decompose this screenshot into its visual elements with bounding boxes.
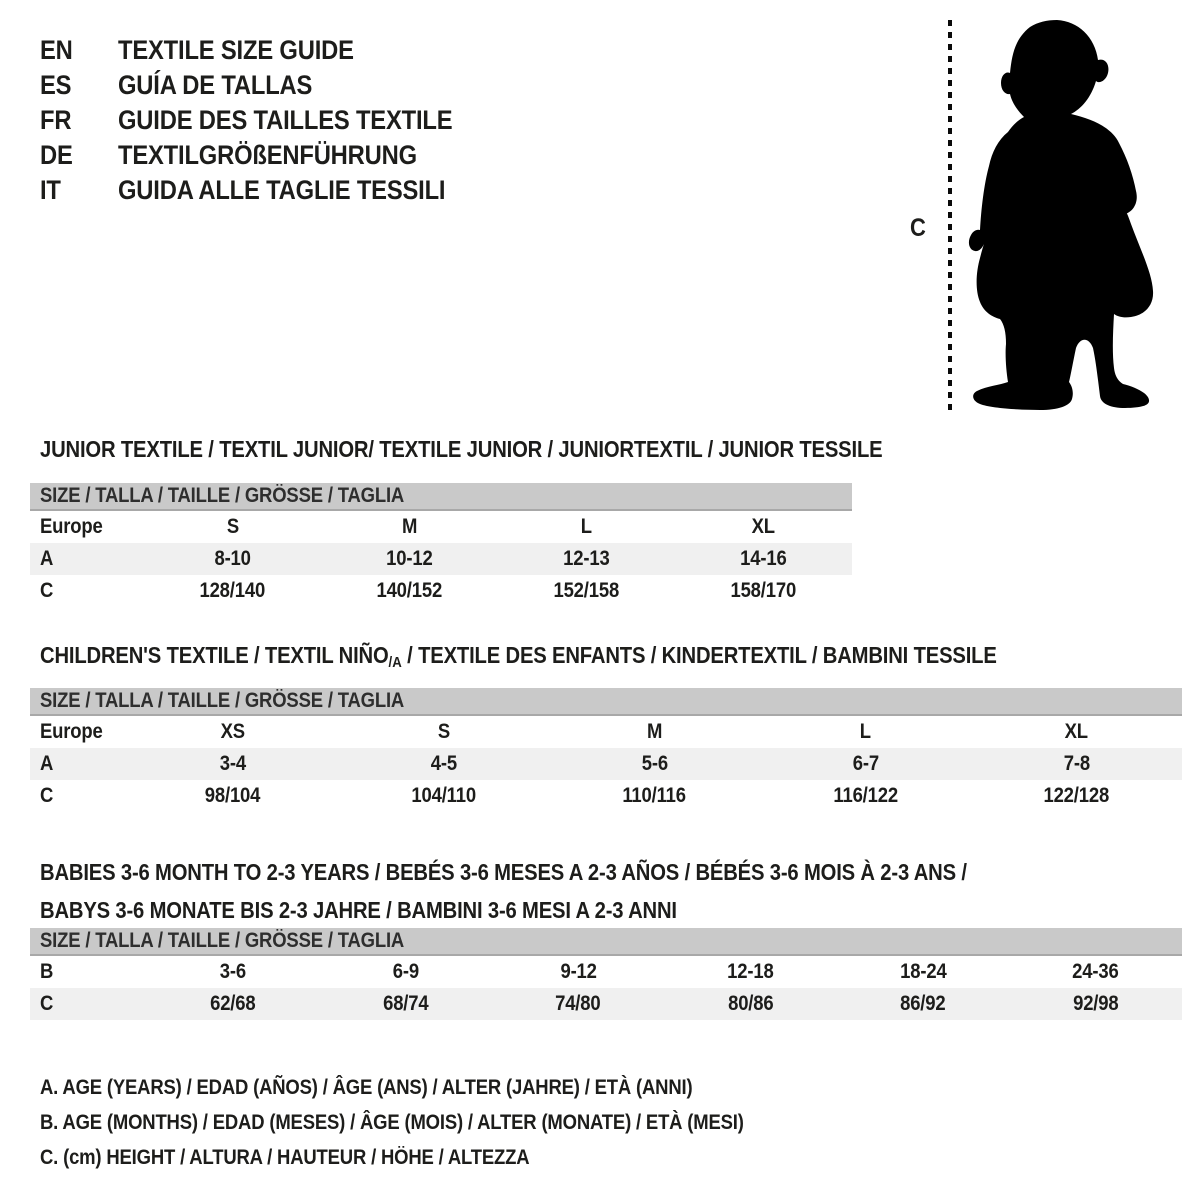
table-row <box>30 543 852 575</box>
size-cell <box>760 752 971 776</box>
size-cell-text: 18-24 <box>900 960 947 983</box>
size-cell <box>321 515 498 539</box>
legend-line-a <box>40 1070 840 1105</box>
size-cell-text: 86/92 <box>900 992 946 1015</box>
row-label <box>30 960 147 984</box>
size-cell <box>144 579 321 603</box>
row-label <box>30 720 127 744</box>
row-label-text: Europe <box>40 515 103 538</box>
babies-size-table <box>30 928 1182 1020</box>
size-cell <box>1010 960 1183 984</box>
size-cell-text: 5-6 <box>641 752 668 775</box>
lang-code-label: FR <box>40 105 72 135</box>
table-row <box>30 988 1182 1020</box>
row-label-text: C <box>40 992 54 1015</box>
size-cell-text: 8-10 <box>214 547 251 570</box>
lang-row-en <box>40 33 498 68</box>
size-cell-text: 6-9 <box>392 960 419 983</box>
lang-code <box>40 105 118 136</box>
lang-title: GUIDE DES TAILLES TEXTILE <box>118 105 453 135</box>
size-cell-text: 152/158 <box>553 579 620 602</box>
table-row <box>30 575 852 607</box>
table-row <box>30 956 1182 988</box>
size-cell-text: 140/152 <box>376 579 443 602</box>
measurement-legend <box>40 1070 840 1175</box>
height-measure-label <box>910 214 928 243</box>
size-cell <box>498 579 675 603</box>
language-guide-list <box>40 33 498 208</box>
size-cell <box>1010 992 1183 1016</box>
size-header-label: SIZE / TALLA / TAILLE / GRÖSSE / TAGLIA <box>40 484 405 507</box>
lang-row-es <box>40 68 498 103</box>
size-cell-text: S <box>437 720 450 743</box>
legend-line-c <box>40 1140 840 1175</box>
size-cell-text: 128/140 <box>199 579 266 602</box>
row-label <box>30 784 127 808</box>
size-cell-text: 3-6 <box>220 960 247 983</box>
size-cell-text: M <box>401 515 418 538</box>
row-label <box>30 992 147 1016</box>
lang-code-label: EN <box>40 35 73 65</box>
lang-row-fr <box>40 103 498 138</box>
toddler-silhouette <box>960 14 1160 414</box>
size-cell <box>127 784 338 808</box>
size-cell <box>498 547 675 571</box>
size-cell-text: 24-36 <box>1072 960 1119 983</box>
row-label-text: Europe <box>40 720 103 743</box>
size-cell-text: 80/86 <box>728 992 774 1015</box>
size-cell <box>338 720 549 744</box>
size-cell <box>837 960 1010 984</box>
size-cell-text: 74/80 <box>555 992 601 1015</box>
size-cell-text: 98/104 <box>204 784 261 807</box>
lang-title: GUIDA ALLE TAGLIE TESSILI <box>118 175 446 205</box>
size-cell <box>321 547 498 571</box>
size-cell-text: 158/170 <box>730 579 797 602</box>
size-cell <box>549 784 760 808</box>
size-cell <box>320 992 493 1016</box>
size-cell-text: L <box>859 720 872 743</box>
lang-row-it <box>40 173 498 208</box>
lang-code <box>40 70 118 101</box>
lang-row-de <box>40 138 498 173</box>
size-cell <box>675 547 852 571</box>
lang-code-label: DE <box>40 140 73 170</box>
size-cell <box>147 960 320 984</box>
size-cell <box>665 960 838 984</box>
size-cell <box>665 992 838 1016</box>
size-cell-text: 116/122 <box>833 784 898 807</box>
size-header-bar <box>30 688 1182 716</box>
table-row <box>30 748 1182 780</box>
size-cell-text: 68/74 <box>383 992 429 1015</box>
size-cell-text: XL <box>1064 720 1089 743</box>
babies-heading-line2: BABYS 3-6 MONATE BIS 2-3 JAHRE / BAMBINI 3-6 MESI A 2-3 ANNI <box>40 897 677 923</box>
size-cell <box>320 960 493 984</box>
size-cell <box>321 579 498 603</box>
table-row <box>30 780 1182 812</box>
size-cell-text: L <box>580 515 593 538</box>
size-cell-text: 92/98 <box>1073 992 1119 1015</box>
size-header-bar <box>30 928 1182 956</box>
height-measure-dashed-line <box>948 20 952 416</box>
size-cell-text: 122/128 <box>1043 784 1110 807</box>
row-label-text: B <box>40 960 54 983</box>
children-size-table <box>30 688 1182 812</box>
lang-code-label: IT <box>40 175 61 205</box>
lang-title: TEXTILE SIZE GUIDE <box>118 35 354 65</box>
row-label-text: A <box>40 547 54 570</box>
size-cell <box>144 547 321 571</box>
size-cell-text: 6-7 <box>852 752 879 775</box>
size-cell <box>971 784 1182 808</box>
size-cell-text: 110/116 <box>622 784 687 807</box>
table-row <box>30 716 1182 748</box>
row-label-text: C <box>40 579 54 602</box>
size-cell-text: S <box>226 515 239 538</box>
size-cell-text: 12-18 <box>727 960 774 983</box>
babies-heading-line1: BABIES 3-6 MONTH TO 2-3 YEARS / BEBÉS 3-6 MESES A 2-3 AÑOS / BÉBÉS 3-6 MOIS À 2-3 ANS / <box>40 859 967 885</box>
size-header-bar <box>30 483 852 511</box>
size-cell-text: 62/68 <box>210 992 256 1015</box>
size-cell <box>498 515 675 539</box>
size-cell <box>492 992 665 1016</box>
size-cell-text: 10-12 <box>386 547 433 570</box>
lang-code-label: ES <box>40 70 72 100</box>
size-cell-text: M <box>646 720 663 743</box>
size-cell-text: 4-5 <box>430 752 457 775</box>
size-header-label: SIZE / TALLA / TAILLE / GRÖSSE / TAGLIA <box>40 689 405 712</box>
table-row <box>30 511 852 543</box>
lang-code <box>40 140 118 171</box>
size-cell <box>971 720 1182 744</box>
size-cell <box>492 960 665 984</box>
row-label <box>30 515 144 539</box>
lang-title: GUÍA DE TALLAS <box>118 70 313 100</box>
junior-heading-text: JUNIOR TEXTILE / TEXTIL JUNIOR/ TEXTILE JUNIOR / JUNIORTEXTIL / JUNIOR TESSILE <box>40 436 883 462</box>
size-cell <box>675 579 852 603</box>
size-cell-text: 104/110 <box>411 784 476 807</box>
legend-line-b <box>40 1105 840 1140</box>
size-cell <box>127 752 338 776</box>
row-label <box>30 579 144 603</box>
children-heading-subscript: /A <box>388 654 402 671</box>
size-cell <box>127 720 338 744</box>
junior-section-heading <box>40 437 997 461</box>
legend-line-c-text: C. (cm) HEIGHT / ALTURA / HAUTEUR / HÖHE / ALTEZZA <box>40 1145 530 1169</box>
junior-size-table <box>30 483 852 607</box>
size-cell <box>144 515 321 539</box>
size-cell-text: 9-12 <box>560 960 597 983</box>
row-label <box>30 752 127 776</box>
size-cell-text: 14-16 <box>740 547 787 570</box>
size-cell-text: 3-4 <box>219 752 246 775</box>
row-label-text: C <box>40 784 54 807</box>
children-heading-rest: / TEXTILE DES ENFANTS / KINDERTEXTIL / BAMBINI TESSILE <box>401 642 997 668</box>
size-cell <box>338 784 549 808</box>
row-label <box>30 547 144 571</box>
size-cell <box>760 784 971 808</box>
size-cell <box>675 515 852 539</box>
children-heading-text <box>40 643 997 675</box>
row-label-text: A <box>40 752 54 775</box>
size-cell-text: XS <box>220 720 245 743</box>
size-cell-text: 12-13 <box>563 547 610 570</box>
size-cell <box>549 720 760 744</box>
size-header-label: SIZE / TALLA / TAILLE / GRÖSSE / TAGLIA <box>40 929 405 952</box>
lang-code <box>40 35 118 66</box>
children-section-heading <box>40 643 1127 675</box>
size-cell <box>837 992 1010 1016</box>
size-cell <box>549 752 760 776</box>
size-cell <box>338 752 549 776</box>
size-cell <box>760 720 971 744</box>
lang-code <box>40 175 118 206</box>
legend-line-b-text: B. AGE (MONTHS) / EDAD (MESES) / ÂGE (MOIS) / ALTER (MONATE) / ETÀ (MESI) <box>40 1110 744 1134</box>
size-cell <box>147 992 320 1016</box>
size-cell-text: 7-8 <box>1063 752 1090 775</box>
size-cell <box>971 752 1182 776</box>
lang-title: TEXTILGRÖßENFÜHRUNG <box>118 140 417 170</box>
babies-section-heading <box>40 853 1093 929</box>
children-heading-main: CHILDREN'S TEXTILE / TEXTIL NIÑO <box>40 642 389 668</box>
size-cell-text: XL <box>751 515 776 538</box>
height-measure-letter: C <box>910 214 926 242</box>
legend-line-a-text: A. AGE (YEARS) / EDAD (AÑOS) / ÂGE (ANS) / ALTER (JAHRE) / ETÀ (ANNI) <box>40 1075 693 1099</box>
